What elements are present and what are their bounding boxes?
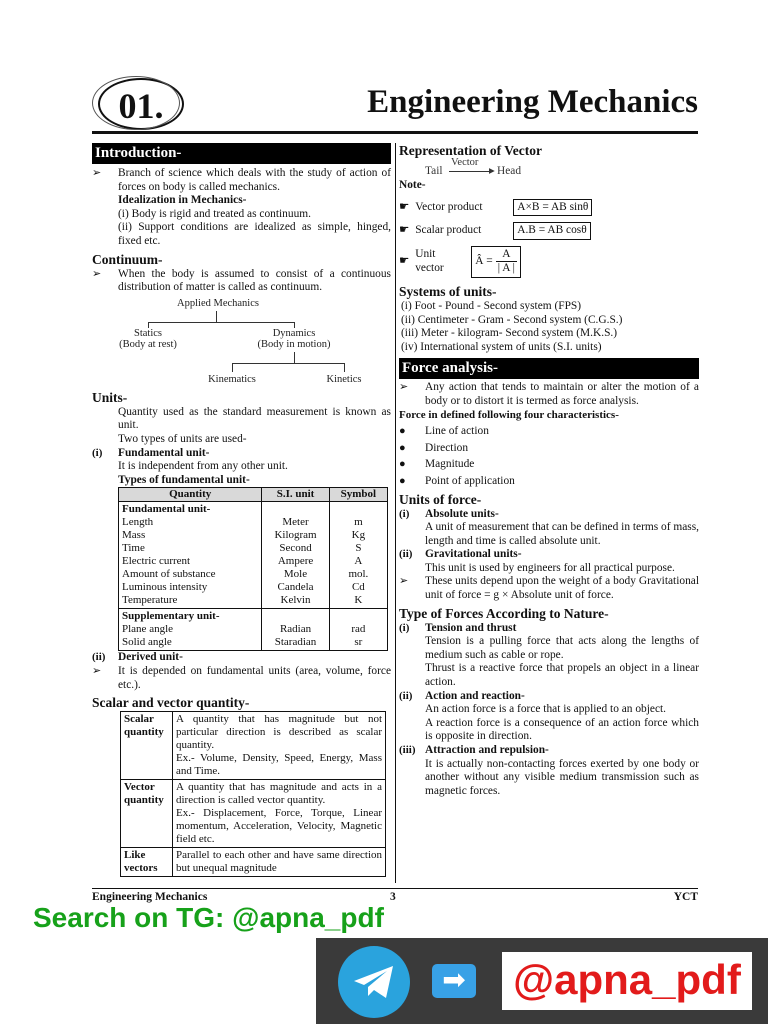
tree-root: Applied Mechanics [177, 297, 259, 309]
gravitational-number: (ii) [399, 548, 413, 561]
table-cell: Kg [351, 529, 366, 542]
force-char: Magnitude [425, 458, 475, 471]
units-table [118, 487, 388, 651]
page-number: 3 [390, 891, 396, 903]
arrowhead-icon: ▸ [489, 165, 495, 177]
vector-representation [399, 159, 699, 179]
arrow-right-icon: ➡ [432, 964, 476, 998]
vector-arrow [449, 171, 493, 172]
vector-label: Vector [451, 157, 479, 168]
derived-number: (ii) [92, 651, 106, 664]
attraction-number: (iii) [399, 744, 416, 756]
bullet-dot-icon: ● [399, 458, 406, 471]
action-text: An action force is a force that is applied to an object. [425, 703, 667, 716]
table-cell: Kilogram [274, 529, 317, 542]
representation-heading: Representation of Vector [399, 143, 542, 158]
telegram-icon[interactable] [338, 946, 410, 1018]
arrowhead-icon: ➢ [399, 575, 409, 588]
chapter-title: Engineering Mechanics [367, 84, 698, 120]
types-of-forces-heading: Type of Forces According to Nature- [399, 605, 609, 621]
sv-term: Like vectors [121, 848, 173, 877]
arrowhead-icon: ➢ [92, 167, 102, 179]
table-cell: Meter [282, 516, 309, 529]
table-cell: rad [351, 623, 366, 636]
table-cell: m [354, 516, 363, 529]
systems-list [399, 300, 699, 354]
tension-number: (i) [399, 621, 410, 634]
derived-unit-heading [92, 651, 391, 665]
sv-term: Vector quantity [121, 780, 173, 848]
sv-def-text: A quantity that has magnitude and acts in a direction is called vector quantity. [176, 781, 382, 807]
tension-heading [399, 622, 699, 636]
supplementary-cell [119, 609, 262, 651]
unit-vector-lhs: Â = [475, 255, 493, 268]
scalar-product-label: Scalar product [415, 224, 482, 237]
list-item: (iv) International system of units (S.I. units) [401, 340, 602, 353]
vector-product-label: Vector product [415, 200, 483, 213]
continuum-heading: Continuum- [92, 251, 163, 267]
table-cell: Candela [277, 581, 314, 594]
tension-text: Tension is a pulling force that acts along the lengths of medium such as cable or rope. [425, 635, 699, 661]
sv-example: Ex.- Displacement, Force, Torque, Linear momentum, Acceleration, Velocity, Magnetic field etc. [176, 807, 382, 846]
absolute-title: Absolute units- [425, 507, 499, 520]
fundamental-number: (i) [92, 446, 103, 459]
sv-example: Ex.- Volume, Density, Speed, Energy, Mass and Time. [176, 752, 382, 778]
absolute-number: (i) [399, 507, 410, 520]
footer-publisher: YCT [673, 891, 698, 903]
right-column [399, 143, 699, 798]
units-col-symbol: Symbol [329, 488, 387, 502]
table-cell: Staradian [274, 636, 317, 649]
table-cell: Luminous intensity [122, 581, 208, 594]
tree-line [148, 322, 294, 323]
bullet-dot-icon: ● [399, 425, 406, 438]
head-label: Head [497, 165, 522, 177]
note-label: Note- [399, 179, 426, 191]
table-cell: Plane angle [122, 623, 174, 636]
action-title: Action and reaction- [425, 689, 525, 702]
derived-text: It is depended on fundamental units (area, volume, force etc.). [118, 664, 391, 691]
units-col-quantity: Quantity [119, 488, 262, 502]
list-item: (iii) Meter - kilogram- Second system (M.K.S.) [401, 327, 618, 340]
unit-vector-numerator: A [502, 247, 511, 260]
fundamental-label: Fundamental unit- [122, 503, 211, 516]
paper-plane-icon [338, 946, 410, 1018]
bullet-dot-icon: ● [399, 441, 406, 454]
fundamental-cell [119, 502, 262, 609]
table-cell: Amount of substance [122, 568, 216, 581]
thrust-text: Thrust is a reactive force that propels an object in a linear action. [425, 662, 699, 689]
pointing-hand-icon: ☛ [399, 224, 410, 237]
units-col-si: S.I. unit [262, 488, 329, 502]
chapter-badge [98, 78, 184, 130]
chapter-number: 01. [118, 86, 164, 126]
gravitational-units-heading [399, 548, 699, 562]
table-cell: K [354, 594, 363, 607]
table-cell: S [355, 542, 362, 555]
tree-statics-sub: (Body at rest) [119, 338, 177, 350]
gravitational-text: This unit is used by engineers for all practical purpose. [425, 561, 675, 574]
force-char: Point of application [425, 474, 515, 487]
sv-definition [173, 780, 386, 848]
arrowhead-icon: ➢ [399, 381, 409, 394]
scalar-product-formula: A.B = AB cosθ [513, 222, 590, 240]
absolute-units-heading [399, 508, 699, 522]
table-cell: Length [122, 516, 154, 529]
left-column [92, 143, 391, 877]
supplementary-symbol-cell [329, 609, 387, 651]
list-item: (i) Foot - Pound - Second system (FPS) [401, 299, 582, 312]
reaction-text: A reaction force is a consequence of an action force which is opposite in direction. [425, 716, 699, 743]
fundamental-text: It is independent from any other unit. [118, 460, 288, 473]
vector-product-formula: A×B = AB sinθ [513, 199, 592, 217]
arrowhead-icon: ➢ [92, 664, 102, 677]
units-text: Quantity used as the standard measurement is known as unit. [118, 405, 391, 432]
force-char: Line of action [425, 425, 489, 438]
idealization-heading: Idealization in Mechanics- [118, 194, 247, 207]
scalar-vector-table [120, 711, 386, 877]
units-heading: Units- [92, 389, 128, 405]
sv-definition: Parallel to each other and have same direction but unequal magnitude [173, 848, 386, 877]
mechanics-tree-diagram [92, 295, 391, 387]
unit-vector-denominator: | A | [497, 262, 515, 275]
table-row [121, 780, 386, 848]
tree-line [232, 363, 344, 364]
absolute-text: A unit of measurement that can be defined in terms of mass, length and time is called absolute unit. [425, 521, 699, 547]
list-item [399, 425, 699, 439]
tree-kinetics: Kinetics [326, 373, 362, 385]
unit-vector-row [399, 246, 699, 278]
sv-definition [173, 712, 386, 780]
tree-dynamics-sub: (Body in motion) [257, 338, 331, 350]
tail-label: Tail [425, 165, 443, 177]
units-types: Two types of units are used- [118, 432, 247, 445]
sv-term: Scalar quantity [121, 712, 173, 780]
table-cell: Kelvin [280, 594, 311, 607]
force-characteristics-heading: Force in defined following four characteristics- [399, 408, 619, 421]
tension-title: Tension and thrust [425, 621, 517, 634]
table-cell: Solid angle [122, 636, 172, 649]
arrowhead-icon: ➢ [92, 267, 102, 280]
attraction-heading [399, 744, 699, 758]
table-row [121, 848, 386, 877]
tree-dynamics: Dynamics [272, 327, 316, 339]
tree-line [232, 363, 233, 372]
table-cell: Temperature [122, 594, 178, 607]
table-cell: Electric current [122, 555, 191, 568]
supplementary-si-cell [262, 609, 329, 651]
vector-product-row [399, 199, 699, 217]
intro-text: Branch of science which deals with the study of action of forces on body is called mechanics. [118, 167, 391, 193]
list-item [399, 458, 699, 472]
attraction-text: It is actually non-contacting forces exerted by one body or another without any visible medium transmission such as magnetic forces. [425, 757, 699, 797]
header-rule [92, 131, 698, 134]
supplementary-label: Supplementary unit- [122, 610, 220, 623]
units-of-force-heading: Units of force- [399, 491, 482, 507]
types-heading: Types of fundamental unit- [118, 473, 250, 486]
table-row [121, 712, 386, 780]
gravitational-bullet: These units depend upon the weight of a body Gravitational unit of force = g × Absolute unit of force. [425, 575, 699, 602]
page-header [92, 72, 698, 134]
gravitational-title: Gravitational units- [425, 548, 522, 561]
table-cell: Radian [279, 623, 312, 636]
search-telegram-text: Search on TG: @apna_pdf [33, 902, 384, 933]
continuum-item [92, 268, 391, 295]
fundamental-title: Fundamental unit- [118, 446, 210, 459]
intro-heading: Introduction- [92, 143, 391, 164]
pointing-hand-icon: ☛ [399, 200, 410, 213]
list-item [399, 475, 699, 489]
footer-title: Engineering Mechanics [92, 891, 208, 903]
force-analysis-heading: Force analysis- [399, 358, 699, 379]
gravitational-item [399, 575, 699, 602]
list-item: (ii) Centimeter - Gram - Second system (C.G.S.) [401, 313, 623, 326]
fundamental-symbol-cell [329, 502, 387, 609]
force-item [399, 381, 699, 408]
fundamental-unit-heading [92, 447, 391, 461]
bullet-dot-icon: ● [399, 474, 406, 487]
derived-title: Derived unit- [118, 651, 183, 664]
telegram-handle[interactable]: @apna_pdf [502, 952, 752, 1010]
unit-vector-label: Unit vector [415, 248, 444, 274]
table-cell: A [354, 555, 363, 568]
systems-heading: Systems of units- [399, 283, 497, 299]
tree-line [344, 363, 345, 372]
idealization-point-1: (i) Body is rigid and treated as continuum. [118, 207, 311, 220]
table-cell: Cd [351, 581, 365, 594]
scalar-vector-heading: Scalar and vector quantity- [92, 695, 250, 711]
table-cell: sr [354, 636, 363, 649]
attraction-title: Attraction and repulsion- [425, 744, 549, 756]
action-reaction-heading [399, 690, 699, 704]
table-cell: Second [279, 542, 312, 555]
sv-def-text: A quantity that has magnitude but not particular direction is described as scalar quantity. [176, 713, 382, 752]
table-cell: Mass [122, 529, 146, 542]
list-item [399, 442, 699, 456]
unit-vector-formula [471, 246, 521, 278]
idealization-point-2: (ii) Support conditions are idealized as simple, hinged, fixed etc. [118, 221, 391, 247]
table-cell: mol. [348, 568, 369, 581]
telegram-banner[interactable] [316, 938, 768, 1024]
table-cell: Time [122, 542, 145, 555]
derived-item [92, 665, 391, 692]
force-char: Direction [425, 441, 469, 454]
tree-statics: Statics [134, 327, 162, 339]
column-divider [395, 143, 396, 883]
fundamental-si-cell [262, 502, 329, 609]
intro-item [92, 167, 391, 249]
scalar-product-row [399, 222, 699, 240]
table-cell: Ampere [277, 555, 314, 568]
action-number: (ii) [399, 689, 413, 702]
table-cell: Mole [283, 568, 308, 581]
continuum-text: When the body is assumed to consist of a continuous distribution of matter is called as continuum. [118, 267, 391, 294]
force-text: Any action that tends to maintain or alter the motion of a body or to distort it is termed as force analysis. [425, 381, 699, 407]
tree-kinematics: Kinematics [208, 373, 256, 385]
pointing-hand-icon: ☛ [399, 255, 410, 268]
